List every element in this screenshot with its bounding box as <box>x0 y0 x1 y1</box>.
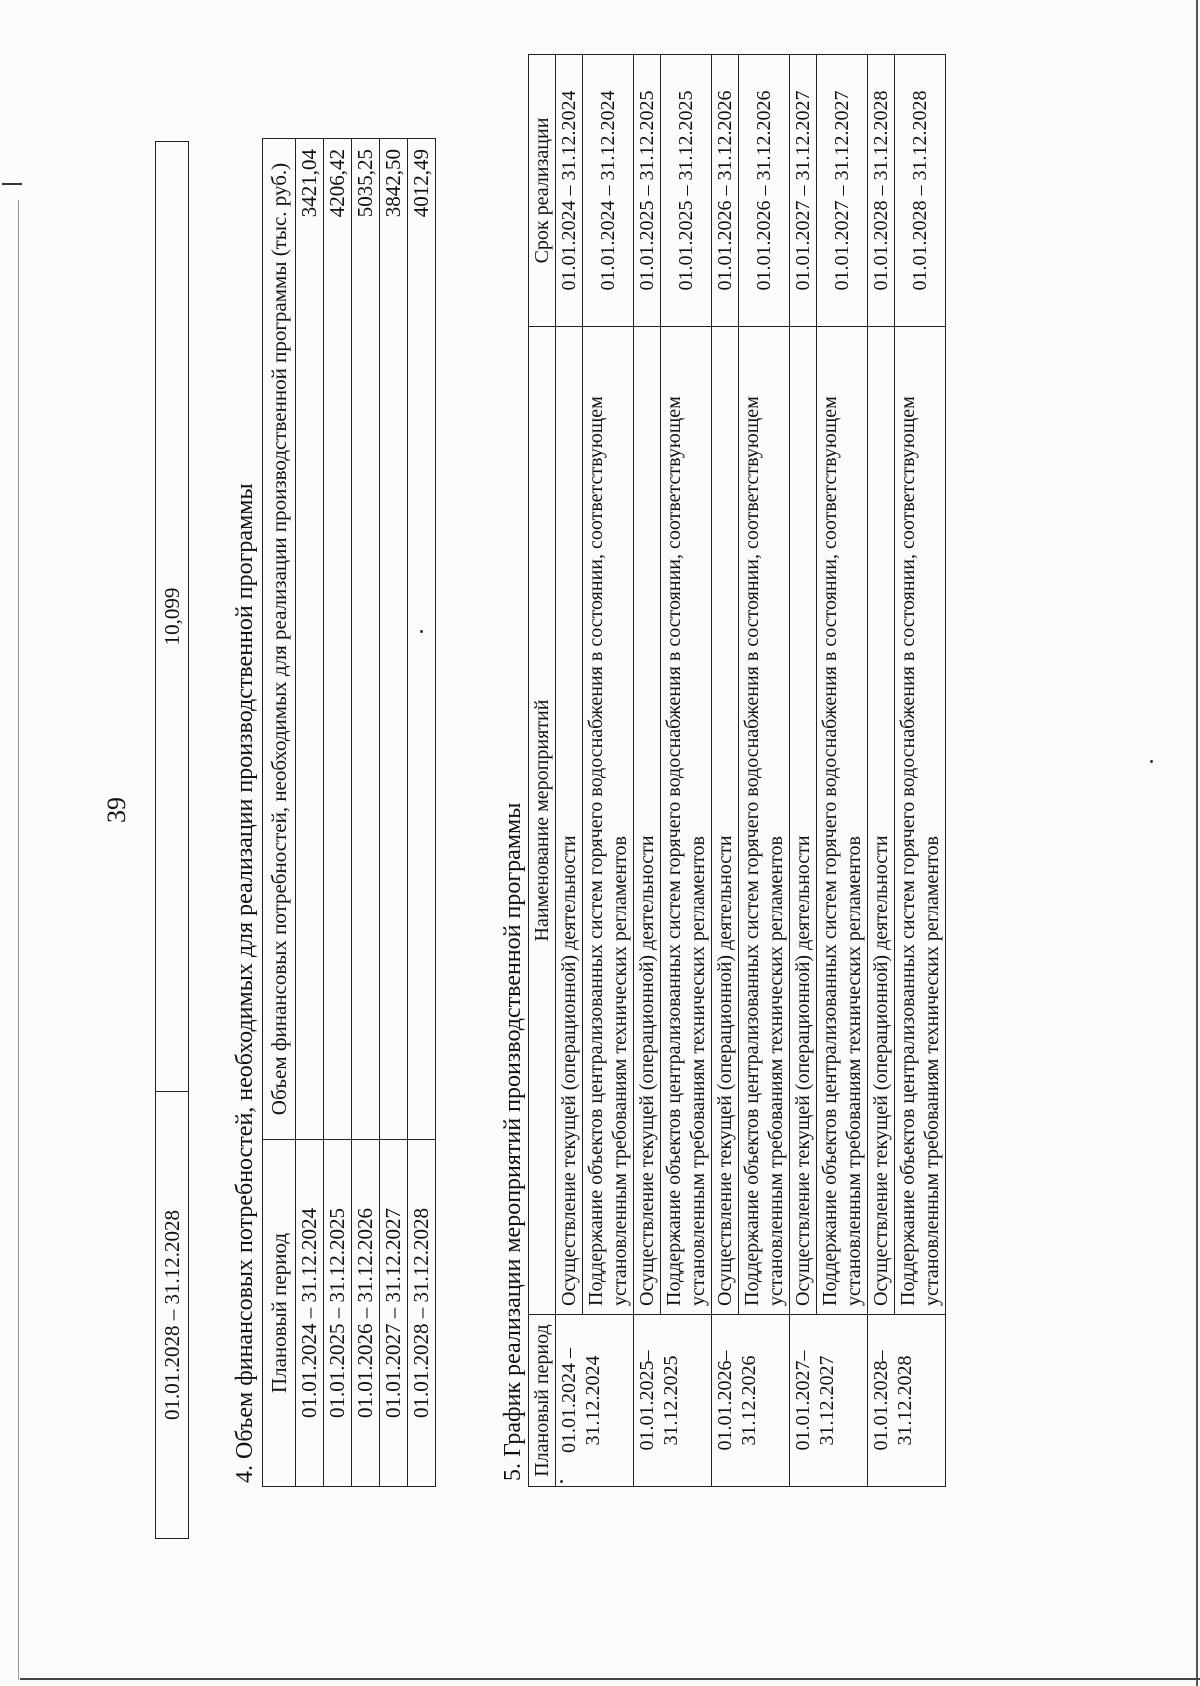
table-row <box>380 139 408 1487</box>
period-cell: 01.01.2027– 31.12.2027 <box>790 1315 868 1487</box>
period-cell: 01.01.2027 – 31.12.2027 <box>380 1140 408 1487</box>
period-cell: 01.01.2028 – 31.12.2028 <box>156 1092 189 1539</box>
period-cell: 01.01.2025– 31.12.2025 <box>634 1315 712 1487</box>
period-cell: 01.01.2025 – 31.12.2025 <box>324 1140 352 1487</box>
table-row <box>324 139 352 1487</box>
table-row <box>556 55 583 1487</box>
table-row <box>156 142 189 1539</box>
table-row <box>817 55 868 1487</box>
column-header-period: Плановый период <box>263 1140 296 1487</box>
table-row <box>895 55 946 1487</box>
activities-schedule-table <box>528 54 946 1487</box>
term-cell: 01.01.2028 – 31.12.2028 <box>895 55 946 327</box>
scan-right-edge <box>1196 0 1198 1686</box>
table-row <box>583 55 634 1487</box>
term-cell: 01.01.2024 – 31.12.2024 <box>583 55 634 327</box>
period-cell: 01.01.2026 – 31.12.2026 <box>352 1140 380 1487</box>
column-header-term: Срок реализации <box>529 55 556 327</box>
amount-cell: 4012,49 <box>408 139 436 1140</box>
value-cell: 10,099 <box>156 142 189 1092</box>
table-header-row <box>263 139 296 1487</box>
section-5-title: 5. График реализации мероприятий производственной программы <box>500 802 526 1481</box>
table-header-row <box>529 55 556 1487</box>
table-row <box>634 55 661 1487</box>
table-row <box>296 139 324 1487</box>
table-row <box>790 55 817 1487</box>
term-cell: 01.01.2025 – 31.12.2025 <box>634 55 661 327</box>
table-row <box>712 55 739 1487</box>
activity-cell: Поддержание объектов централизованных систем горячего водоснабжения в состоянии, соответствующем установленным требованиям технических регламентов <box>661 327 712 1315</box>
column-header-amount: Объем финансовых потребностей, необходимых для реализации производственной программы (тыс. руб.) <box>263 139 296 1140</box>
term-cell: 01.01.2024 – 31.12.2024 <box>556 55 583 327</box>
period-cell: 01.01.2026– 31.12.2026 <box>712 1315 790 1487</box>
activity-cell: Осуществление текущей (операционной) деятельности <box>790 327 817 1315</box>
column-header-period: Плановый период <box>529 1315 556 1487</box>
amount-cell: 3842,50 <box>380 139 408 1140</box>
scan-bottom-edge <box>20 1678 1200 1680</box>
period-cell: 01.01.2024 – 31.12.2024 <box>296 1140 324 1487</box>
activity-cell: Поддержание объектов централизованных систем горячего водоснабжения в состоянии, соответствующем установленным требованиям технических регламентов <box>739 327 790 1315</box>
period-cell: 01.01.2024 – 31.12.2024 <box>556 1315 634 1487</box>
rotated-document-page <box>10 43 1190 1643</box>
term-cell: 01.01.2026 – 31.12.2026 <box>739 55 790 327</box>
column-header-activity: Наименование мероприятий <box>529 327 556 1315</box>
period-cell: 01.01.2028 – 31.12.2028 <box>408 1140 436 1487</box>
section-4-title: 4. Объем финансовых потребностей, необходимых для реализации производственной программы <box>232 483 258 1483</box>
activity-cell: Осуществление текущей (операционной) деятельности <box>556 327 583 1315</box>
table-row <box>408 139 436 1487</box>
activity-cell: Поддержание объектов централизованных систем горячего водоснабжения в состоянии, соответствующем установленным требованиям технических регламентов <box>583 327 634 1315</box>
activity-cell: Осуществление текущей (операционной) деятельности <box>868 327 895 1315</box>
financial-needs-table <box>262 138 436 1487</box>
table-row <box>661 55 712 1487</box>
term-cell: 01.01.2026 – 31.12.2026 <box>712 55 739 327</box>
term-cell: 01.01.2027 – 31.12.2027 <box>817 55 868 327</box>
term-cell: 01.01.2025 – 31.12.2025 <box>661 55 712 327</box>
period-cell: 01.01.2028– 31.12.2028 <box>868 1315 946 1487</box>
term-cell: 01.01.2027 – 31.12.2027 <box>790 55 817 327</box>
page-number: 39 <box>102 797 131 823</box>
term-cell: 01.01.2028 – 31.12.2028 <box>868 55 895 327</box>
table-row <box>352 139 380 1487</box>
activity-cell: Поддержание объектов централизованных систем горячего водоснабжения в состоянии, соответствующем установленным требованиям технических регламентов <box>895 327 946 1315</box>
amount-cell: 4206,42 <box>324 139 352 1140</box>
activity-cell: Осуществление текущей (операционной) деятельности <box>712 327 739 1315</box>
table-row <box>868 55 895 1487</box>
amount-cell: 3421,04 <box>296 139 324 1140</box>
activity-cell: Осуществление текущей (операционной) деятельности <box>634 327 661 1315</box>
activity-cell: Поддержание объектов централизованных систем горячего водоснабжения в состоянии, соответствующем установленным требованиям технических регламентов <box>817 327 868 1315</box>
continued-table-last-row <box>155 141 189 1539</box>
table-row <box>739 55 790 1487</box>
amount-cell: 5035,25 <box>352 139 380 1140</box>
